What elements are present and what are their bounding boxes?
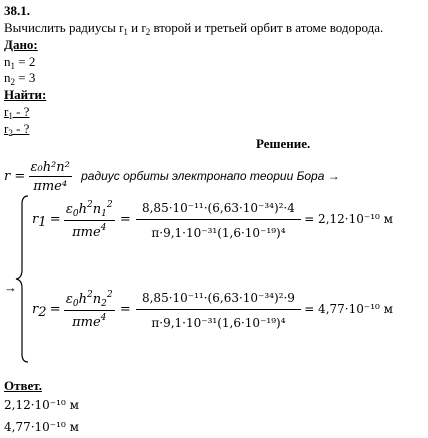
- given-heading: Дано:: [4, 37, 38, 52]
- solution-heading: Решение.: [256, 136, 311, 151]
- problem-statement: Вычислить радиусы $r_1$ и $r_2$ второй и третьей орбит в атоме водорода.: [4, 20, 384, 37]
- problem-number: 38.1.: [4, 3, 30, 18]
- r2-equation: r2 = $\frac{\varepsilon_0h^2n_2^2}{\pi me^4}$ = $\frac{\text{8,85·10⁻¹¹·(6,63·10⁻³⁴)²·9}}{\text{π·9,1·10⁻³¹(1,6·10⁻¹⁹)⁴}}$ = 4,77·10⁻¹⁰ м: [32, 290, 393, 330]
- given-item-n1: $n_1 = 2$: [4, 54, 36, 71]
- general-formula: r = $\frac{\text{ε₀h²n²}}{\text{πme⁴}}$ радиус орбиты электронапо теории Бора →: [4, 160, 340, 194]
- r1-result: = 2,12·10⁻¹⁰ м: [304, 211, 393, 226]
- r1-symbolic-fraction: $\frac{\varepsilon_0h^2n_1^2}{\pi me^4}$: [65, 200, 113, 240]
- find-item-r1: $r_1$ - ?: [4, 104, 30, 121]
- r2-symbolic-fraction: $\frac{\varepsilon_0h^2n_2^2}{\pi me^4}$: [65, 290, 113, 330]
- formula-description: радиус орбиты электронапо теории Бора →: [81, 168, 340, 183]
- r1-equation: r1 = $\frac{\varepsilon_0h^2n_1^2}{\pi me^4}$ = $\frac{\text{8,85·10⁻¹¹·(6,63·10⁻³⁴)²·4}}{\text{π·9,1·10⁻³¹(1,6·10⁻¹⁹)⁴}}$ = 2,12·10⁻¹⁰ м: [32, 200, 393, 240]
- r1-numeric-fraction: $\frac{\text{8,85·10⁻¹¹·(6,63·10⁻³⁴)²·4}}{\text{π·9,1·10⁻³¹(1,6·10⁻¹⁹)⁴}}$: [136, 201, 301, 240]
- system-arrow: →: [4, 280, 17, 295]
- general-fraction: $\frac{\text{ε₀h²n²}}{\text{πme⁴}}$: [30, 160, 70, 194]
- answer-value-r2: 4,77·10⁻¹⁰ м: [4, 420, 79, 434]
- r2-result: = 4,77·10⁻¹⁰ м: [304, 301, 393, 316]
- given-item-n2: $n_2 = 3$: [4, 70, 36, 87]
- answer-value-r1: 2,12·10⁻¹⁰ м: [4, 398, 79, 412]
- find-item-r2: $r_2$ - ?: [4, 121, 30, 138]
- answer-heading: Ответ.: [4, 378, 42, 393]
- find-heading: Найти:: [4, 87, 47, 102]
- r2-numeric-fraction: $\frac{\text{8,85·10⁻¹¹·(6,63·10⁻³⁴)²·9}}{\text{π·9,1·10⁻³¹(1,6·10⁻¹⁹)⁴}}$: [136, 291, 301, 330]
- left-brace-icon: [14, 194, 34, 364]
